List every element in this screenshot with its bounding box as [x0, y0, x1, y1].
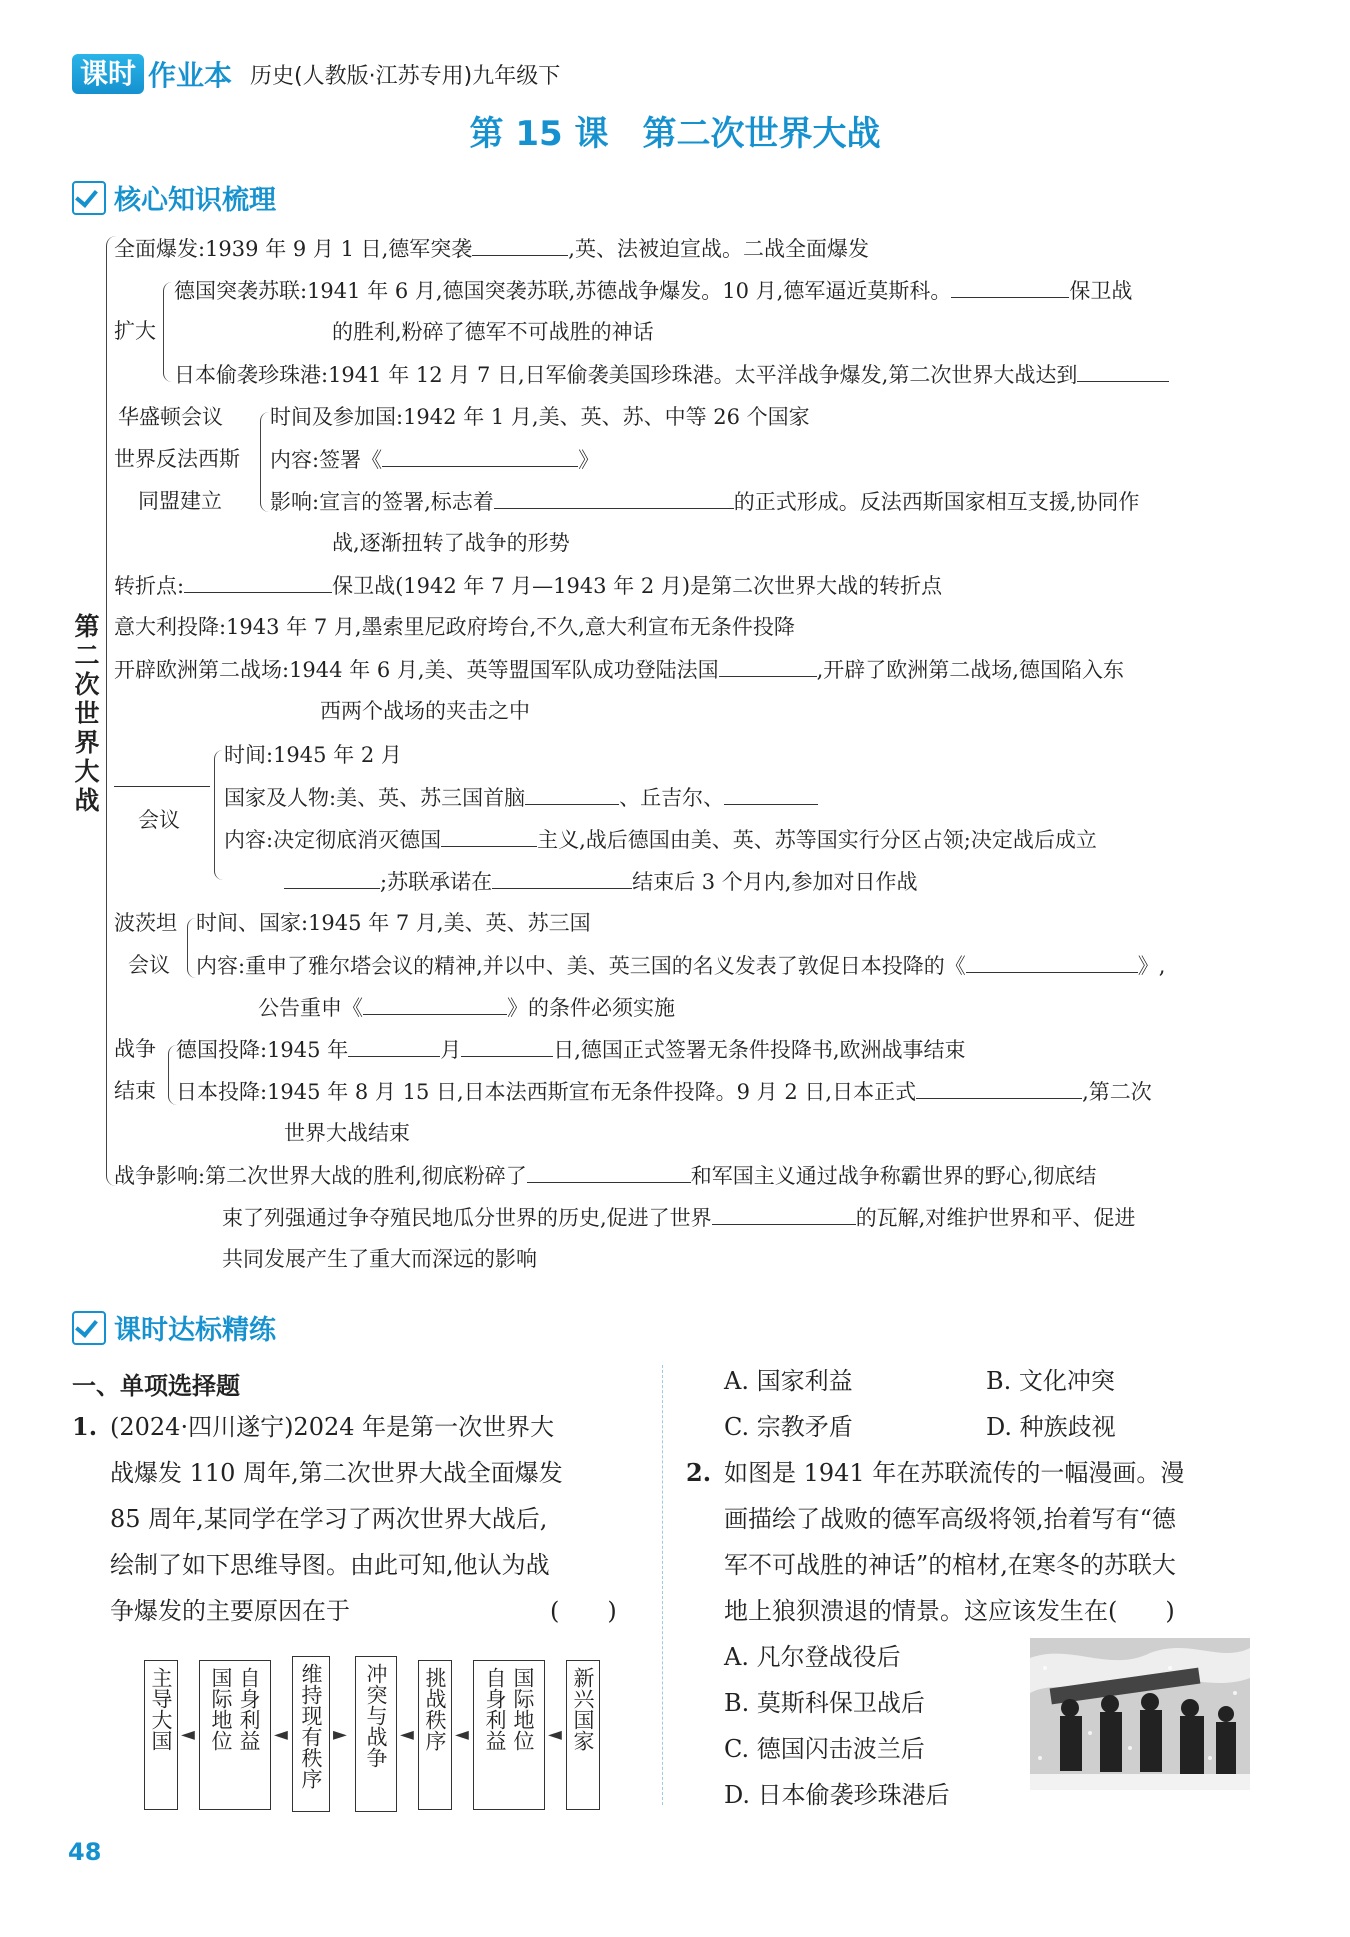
subject-label: 历史(人教版·江苏专用)九年级下: [250, 63, 561, 89]
mm-line-23: 战争影响:第二次世界大战的胜利,彻底粉碎了 和军国主义通过战争称霸世界的野心,彻底结: [114, 1160, 1096, 1191]
brace-yalta: [214, 750, 223, 880]
section-title: 核心知识梳理: [114, 185, 276, 216]
q2-number: 2.: [686, 1458, 712, 1487]
arrow-icon: ◄: [455, 1724, 469, 1745]
mm-line-12: 西两个战场的夹击之中: [320, 699, 530, 723]
yalta-blank: [114, 786, 210, 787]
mm-expand-label: 扩大: [114, 319, 156, 343]
mm-line-15: 内容:决定彻底消灭德国 主义,战后德国由美、英、苏等国实行分区占领;决定战后成立: [224, 824, 1097, 855]
diagram-box-6: 自身利益 国际地位: [473, 1660, 545, 1810]
arrow-icon: ◄: [181, 1724, 195, 1745]
checkbox-icon: [72, 181, 106, 215]
mm-line-10: 意大利投降:1943 年 7 月,墨索里尼政府垮台,不久,意大利宣布无条件投降: [114, 615, 795, 639]
arrow-icon: ◄: [400, 1724, 414, 1745]
header-brand: [72, 54, 560, 94]
q1-line-5: 争爆发的主要原因在于: [110, 1597, 350, 1625]
mm-potsdam-label-1: 波茨坦: [114, 911, 177, 935]
mm-line-17: 时间、国家:1945 年 7 月,美、英、苏三国: [196, 911, 591, 935]
section-title: 课时达标精练: [114, 1315, 276, 1346]
q1-line-3: 85 周年,某同学在学习了两次世界大战后,: [110, 1505, 548, 1533]
q1-answer-paren: ( ): [550, 1597, 617, 1625]
section-heading-practice: [72, 1308, 276, 1347]
q2-option-c[interactable]: C. 德国闪击波兰后: [724, 1735, 925, 1763]
mm-line-25: 共同发展产生了重大而深远的影响: [222, 1247, 537, 1271]
mm-alliance-label-1: 华盛顿会议: [118, 405, 223, 429]
brand-logo: 课时: [72, 54, 144, 94]
mm-alliance-label-2: 世界反法西斯: [114, 447, 240, 471]
diagram-box-1: 主导大国: [144, 1660, 178, 1810]
mm-yalta-label: 会议: [138, 808, 180, 832]
arrow-icon: ◄: [548, 1724, 562, 1745]
mm-line-20: 德国投降:1945 年 月 日,德国正式签署无条件投降书,欧洲战事结束: [176, 1034, 966, 1065]
mm-line-11: 开辟欧洲第二战场:1944 年 6 月,美、英等盟国军队成功登陆法国 ,开辟了欧洲第二战场,德国陷入东: [114, 654, 1124, 685]
mm-line-19: 公告重申《 》的条件必须实施: [258, 992, 675, 1023]
mm-line-22: 世界大战结束: [284, 1121, 410, 1145]
q2-line-2: 画描绘了战败的德军高级将领,抬着写有“德: [724, 1505, 1176, 1533]
mm-line-3: 的胜利,粉碎了德军不可战胜的神话: [332, 320, 654, 344]
mm-alliance-label-3: 同盟建立: [138, 489, 222, 513]
q2-line-1: 如图是 1941 年在苏联流传的一幅漫画。漫: [724, 1459, 1185, 1487]
mm-line-13: 时间:1945 年 2 月: [224, 743, 402, 767]
mm-line-24: 束了列强通过争夺殖民地瓜分世界的历史,促进了世界 的瓦解,对维护世界和平、促进: [222, 1202, 1135, 1233]
mm-line-14: 国家及人物:美、英、苏三国首脑 、丘吉尔、: [224, 782, 818, 813]
brand-logo-tail: 作业本: [148, 59, 233, 92]
brace-potsdam: [187, 918, 196, 978]
mm-line-4: 日本偷袭珍珠港:1941 年 12 月 7 日,日军偷袭美国珍珠港。太平洋战争爆发,第二次世界大战达到: [174, 359, 1169, 390]
diagram-box-3: 维持现有秩序: [292, 1656, 330, 1812]
q1-option-b[interactable]: B. 文化冲突: [986, 1367, 1115, 1395]
cartoon-image: [1030, 1638, 1250, 1790]
page-number: 48: [68, 1838, 102, 1866]
mm-line-6: 内容:签署《 》: [270, 444, 599, 475]
mm-line-7: 影响:宣言的签署,标志着 的正式形成。反法西斯国家相互支援,协同作: [270, 486, 1139, 517]
mm-line-21: 日本投降:1945 年 8 月 15 日,日本法西斯宣布无条件投降。9 月 2 日,日本正式 ,第二次: [176, 1076, 1152, 1107]
q1-option-d[interactable]: D. 种族歧视: [986, 1413, 1116, 1441]
mm-end-label-1: 战争: [114, 1037, 156, 1061]
q1-option-c[interactable]: C. 宗教矛盾: [724, 1413, 853, 1441]
q1-line-4: 绘制了如下思维导图。由此可知,他认为战: [110, 1551, 550, 1579]
mm-end-label-2: 结束: [114, 1079, 156, 1103]
q1-line-2: 战爆发 110 周年,第二次世界大战全面爆发: [110, 1459, 563, 1487]
diagram-box-2: 国际地位 自身利益: [199, 1660, 271, 1810]
mm-line-8: 战,逐渐扭转了战争的形势: [332, 531, 570, 555]
mm-potsdam-label-2: 会议: [128, 953, 170, 977]
pencil-check-icon: [72, 1311, 106, 1345]
mm-line-1: 全面爆发:1939 年 9 月 1 日,德军突袭 ,英、法被迫宣战。二战全面爆发: [114, 233, 869, 264]
q2-line-3: 军不可战胜的神话”的棺材,在寒冬的苏联大: [724, 1551, 1176, 1579]
lesson-title: 第 15 课 第二次世界大战: [469, 114, 881, 154]
mm-line-18: 内容:重申了雅尔塔会议的精神,并以中、美、英三国的名义发表了敦促日本投降的《 》,: [196, 950, 1165, 981]
q1-line-1: (2024·四川遂宁)2024 年是第一次世界大: [110, 1413, 555, 1441]
part-title: 一、单项选择题: [72, 1372, 240, 1400]
mindmap-root-title: 第 二 次 世 界 大 战: [74, 612, 100, 815]
arrow-icon: ►: [333, 1724, 347, 1745]
q2-option-d[interactable]: D. 日本偷袭珍珠港后: [724, 1781, 950, 1809]
brace-expand: [163, 282, 172, 382]
mm-line-5: 时间及参加国:1942 年 1 月,美、英、苏、中等 26 个国家: [270, 405, 810, 429]
column-divider: [662, 1365, 663, 1805]
mm-line-9: 转折点: 保卫战(1942 年 7 月—1943 年 2 月)是第二次世界大战的转折点: [114, 570, 942, 601]
q2-line-4: 地上狼狈溃退的情景。这应该发生在( ): [724, 1597, 1175, 1625]
diagram-box-4: 冲突与战争: [355, 1656, 397, 1812]
mm-line-16: ;苏联承诺在 结束后 3 个月内,参加对日作战: [284, 866, 917, 897]
diagram-box-5: 挑战秩序: [418, 1660, 452, 1810]
q2-option-a[interactable]: A. 凡尔登战役后: [724, 1643, 901, 1671]
q2-option-b[interactable]: B. 莫斯科保卫战后: [724, 1689, 925, 1717]
diagram-box-7: 新兴国家: [566, 1660, 600, 1810]
arrow-icon: ◄: [274, 1724, 288, 1745]
section-heading-knowledge: [72, 178, 276, 217]
q1-option-a[interactable]: A. 国家利益: [724, 1367, 853, 1395]
mm-line-2: 德国突袭苏联:1941 年 6 月,德国突袭苏联,苏德战争爆发。10 月,德军逼近莫斯科。 保卫战: [174, 275, 1132, 306]
brace-alliance: [260, 412, 269, 512]
q1-number: 1.: [72, 1412, 98, 1441]
